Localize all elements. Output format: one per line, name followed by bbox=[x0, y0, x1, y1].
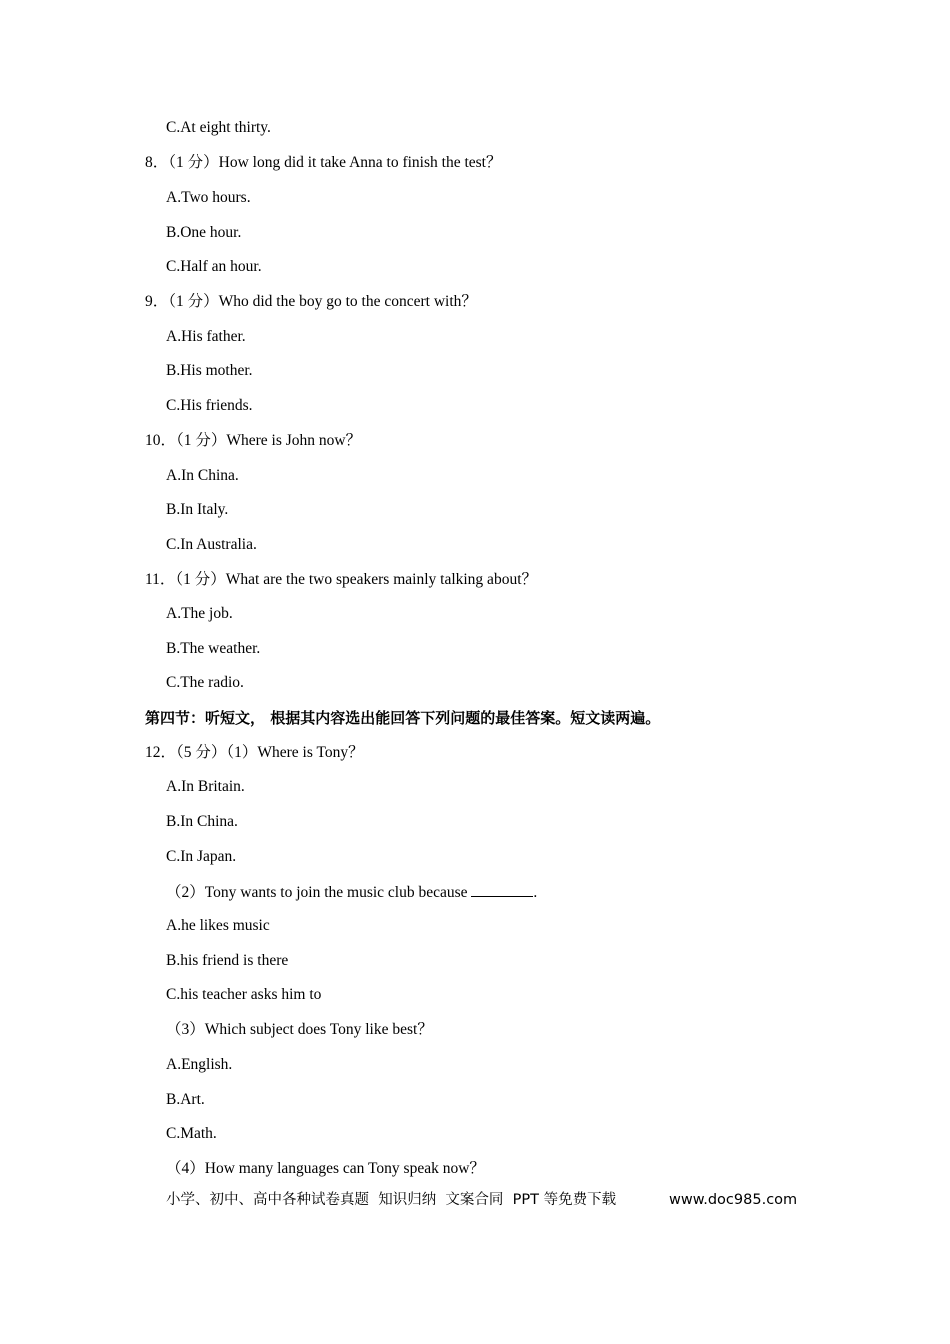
option-line: B.Art. bbox=[166, 1091, 205, 1108]
question-10: 10．（1 分）Where is John now？ bbox=[145, 432, 362, 449]
option-line: C.In Australia. bbox=[166, 536, 257, 553]
option-line: B.One hour. bbox=[166, 224, 242, 241]
option-line: A.His father. bbox=[166, 328, 246, 345]
option-line: A.In Britain. bbox=[166, 778, 245, 795]
option-line: B.His mother. bbox=[166, 362, 253, 379]
sub-question-4: （4）How many languages can Tony speak now？ bbox=[166, 1160, 485, 1177]
option-line: A.The job. bbox=[166, 605, 233, 622]
sub-question-3: （3）Which subject does Tony like best？ bbox=[166, 1021, 433, 1038]
option-line: C.In Japan. bbox=[166, 848, 237, 865]
option-line: C.At eight thirty. bbox=[166, 119, 271, 136]
section-heading: 第四节：听短文， 根据其内容选出能回答下列问题的最佳答案。短文读两遍。 bbox=[145, 709, 661, 727]
option-line: A.he likes music bbox=[166, 917, 270, 934]
option-line: C.The radio. bbox=[166, 674, 244, 691]
option-line: C.his teacher asks him to bbox=[166, 986, 322, 1003]
option-line: B.his friend is there bbox=[166, 952, 289, 969]
question-12: 12．（5 分）（1）Where is Tony？ bbox=[145, 744, 364, 761]
sub-question-2 bbox=[166, 882, 537, 903]
option-line: C.Half an hour. bbox=[166, 258, 262, 275]
footer-url[interactable]: www.doc985.com bbox=[669, 1192, 798, 1208]
option-line: B.The weather. bbox=[166, 640, 261, 657]
question-8: 8．（1 分）How long did it take Anna to finish the test？ bbox=[145, 154, 502, 171]
footer-text: 小学、初中、高中各种试卷真题 知识归纳 文案合同 PPT 等免费下载 bbox=[166, 1192, 617, 1208]
option-line: C.His friends. bbox=[166, 397, 253, 414]
option-line: B.In China. bbox=[166, 813, 238, 830]
sub-question-text: （2）Tony wants to join the music club because bbox=[166, 884, 472, 901]
option-line: B.In Italy. bbox=[166, 501, 229, 518]
answer-blank bbox=[471, 882, 533, 897]
option-line: C.Math. bbox=[166, 1125, 217, 1142]
sub-question-end: . bbox=[533, 884, 538, 901]
question-9: 9．（1 分）Who did the boy go to the concert with？ bbox=[145, 293, 477, 310]
option-line: A.In China. bbox=[166, 467, 239, 484]
option-line: A.English. bbox=[166, 1056, 233, 1073]
option-line: A.Two hours. bbox=[166, 189, 251, 206]
question-11: 11．（1 分）What are the two speakers mainly talking about？ bbox=[145, 571, 537, 588]
